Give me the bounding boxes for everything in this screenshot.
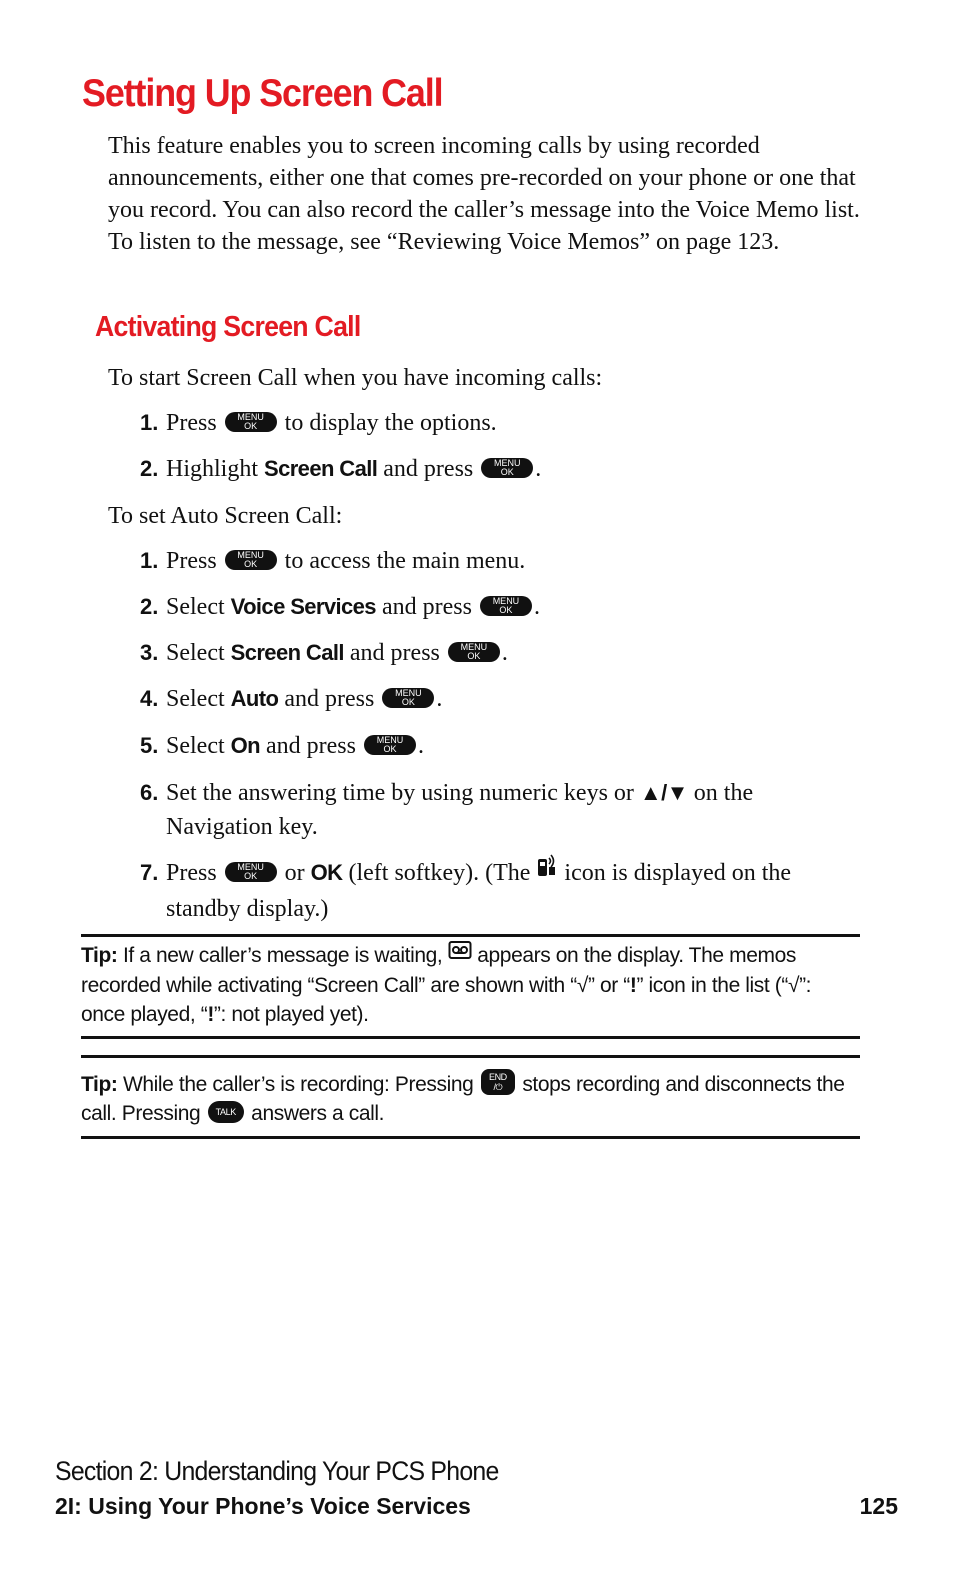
step-number: 5. <box>140 733 159 758</box>
step-text: Press <box>166 548 217 574</box>
menu-option: Screen Call <box>230 640 344 665</box>
step-number: 6. <box>140 780 159 805</box>
auto-step-3: 3. Select Screen Call and press MENU OK . <box>140 636 855 670</box>
step-text: and press <box>381 594 472 620</box>
start-step-1 <box>140 406 855 440</box>
menu-ok-key-icon: MENU OK <box>364 735 416 755</box>
step-number: 2. <box>140 456 159 481</box>
step-text: (left softkey). (The <box>348 860 531 886</box>
menu-option: Screen Call <box>264 456 378 481</box>
menu-ok-key-icon: MENU OK <box>448 642 500 662</box>
start-intro: To start Screen Call when you have incoming calls: <box>108 365 603 391</box>
footer-subsection: 2I: Using Your Phone’s Voice Services <box>55 1493 471 1519</box>
step-text: Set the answering time by using numeric keys or <box>166 780 634 806</box>
step-text: on the Navigation key. <box>166 780 754 840</box>
talk-key-icon: TALK <box>208 1101 244 1123</box>
step-text: Select <box>166 640 225 666</box>
auto-step-4: 4. Select Auto and press MENU OK . <box>140 682 855 716</box>
menu-option: Auto <box>230 686 279 711</box>
menu-ok-key-icon: MENU OK <box>382 688 434 708</box>
menu-option: On <box>230 733 260 758</box>
step-number: 1. <box>140 410 159 435</box>
menu-option: Voice Services <box>230 594 376 619</box>
navigation-arrows-icon: ▲/▼ <box>639 780 688 805</box>
auto-step-6 <box>140 776 855 844</box>
menu-ok-key-icon: MENU OK <box>481 458 533 478</box>
step-number: 4. <box>140 686 159 711</box>
step-number: 2. <box>140 594 159 619</box>
step-number: 1. <box>140 548 159 573</box>
voice-memo-icon <box>448 939 472 968</box>
step-text: Select <box>166 733 225 759</box>
divider <box>81 934 860 937</box>
tip-label: Tip: <box>81 1073 118 1096</box>
divider <box>81 1136 860 1139</box>
auto-step-1 <box>140 544 855 578</box>
auto-step-2: 2. Select Voice Services and press MENU OK . <box>140 590 855 624</box>
tip-box-2: Tip: While the caller’s is recording: Pressing END /⏻ stops recording and disconnects the call. Pressing TALK answers a call. <box>81 1070 856 1128</box>
step-text: to access the main menu. <box>284 548 526 574</box>
screen-call-phone-icon <box>536 853 558 889</box>
step-text: and press <box>284 686 375 712</box>
softkey-label: OK <box>310 860 343 885</box>
step-text: Press <box>166 410 217 436</box>
step-text: Select <box>166 686 225 712</box>
step-text: Press <box>166 860 217 886</box>
menu-ok-key-icon: MENU OK <box>480 596 532 616</box>
step-text: icon is displayed on the standby display.) <box>166 860 792 923</box>
page-title: Setting Up Screen Call <box>82 72 443 115</box>
tip-label: Tip: <box>81 944 118 967</box>
step-text: Highlight <box>166 456 259 482</box>
end-power-key-icon: END /⏻ <box>481 1069 515 1095</box>
step-text: to display the options. <box>284 410 497 436</box>
auto-step-7 <box>140 856 855 926</box>
menu-ok-key-icon: MENU OK <box>225 862 277 882</box>
step-text: or <box>284 860 305 886</box>
step-text: and press <box>383 456 474 482</box>
step-number: 3. <box>140 640 159 665</box>
page-number: 125 <box>859 1493 898 1519</box>
step-number: 7. <box>140 860 159 885</box>
section-heading: Activating Screen Call <box>95 311 361 343</box>
step-text: Select <box>166 594 225 620</box>
divider <box>81 1036 860 1039</box>
step-text: and press <box>266 733 356 759</box>
intro-paragraph: This feature enables you to screen incoming calls by using recorded announcements, either one that comes pre-recorded on your phone or one that you record. You can also record the caller’s message into the Voice Memo list. To listen to the message, see “Reviewing Voice Memos” on page 123. <box>108 133 860 255</box>
start-step-2: 2. Highlight Screen Call and press MENU OK . <box>140 452 855 486</box>
menu-ok-key-icon: MENU OK <box>225 412 277 432</box>
auto-step-5: 5. Select On and press MENU OK . <box>140 729 855 763</box>
footer-section: Section 2: Understanding Your PCS Phone <box>55 1456 499 1486</box>
menu-ok-key-icon: MENU OK <box>225 550 277 570</box>
tip-box-1: Tip: If a new caller’s message is waiting, appears on the display. The memos recorded while activating “Screen Call” are shown with “√” or “!” icon in the list (“√”: once played, “!”: not played yet). <box>81 941 856 1029</box>
auto-intro: To set Auto Screen Call: <box>108 503 343 529</box>
divider <box>81 1055 860 1058</box>
step-text: and press <box>349 640 440 666</box>
